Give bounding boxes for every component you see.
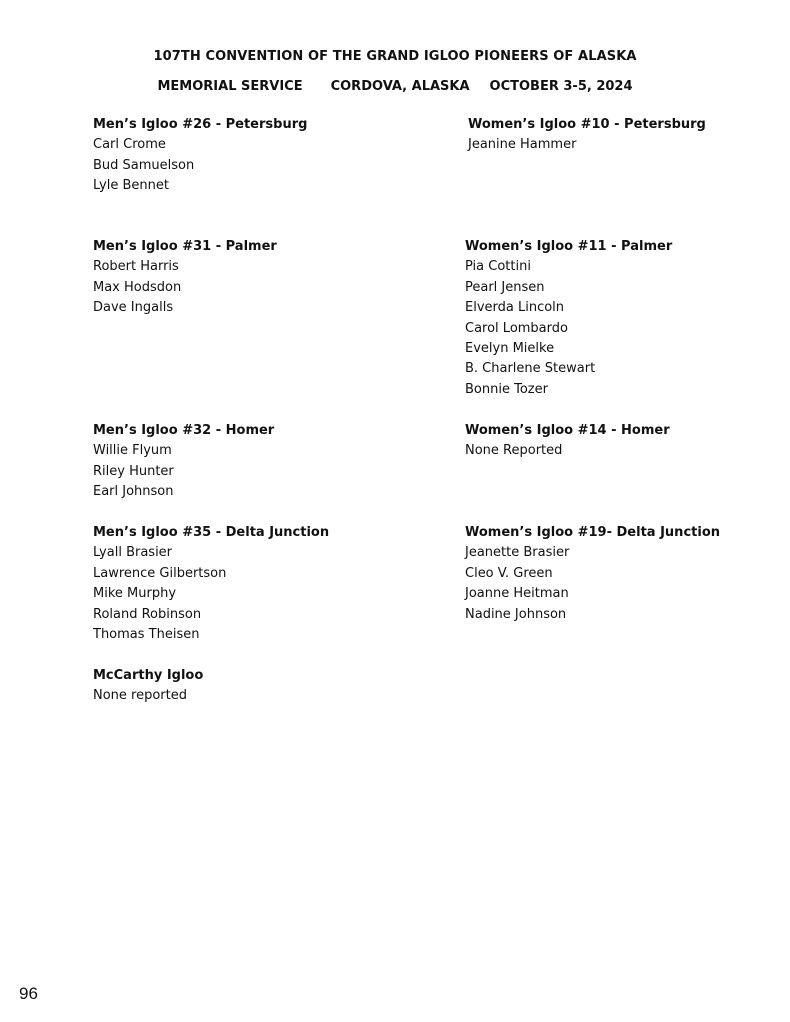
igloo-section-mens-35 bbox=[93, 523, 393, 645]
member-name: Lyall Brasier bbox=[93, 545, 173, 561]
page-number: 96 bbox=[19, 984, 38, 1003]
event-location: CORDOVA, ALASKA bbox=[330, 79, 470, 94]
igloo-section-womens-10 bbox=[468, 115, 768, 156]
member-name: Willie Flyum bbox=[93, 443, 172, 459]
igloo-section-mens-31 bbox=[93, 237, 393, 319]
member-name: Jeanine Hammer bbox=[468, 137, 577, 153]
igloo-section-womens-14 bbox=[465, 421, 765, 462]
igloo-section-mccarthy bbox=[93, 666, 393, 707]
member-name: Joanne Heitman bbox=[465, 586, 569, 602]
member-name: Earl Johnson bbox=[93, 484, 174, 500]
member-name: Mike Murphy bbox=[93, 586, 177, 602]
section-heading: Women’s Igloo #14 - Homer bbox=[465, 423, 670, 438]
igloo-section-mens-32 bbox=[93, 421, 393, 503]
section-heading: Men’s Igloo #26 - Petersburg bbox=[93, 117, 308, 132]
member-name: Dave Ingalls bbox=[93, 300, 174, 316]
document-subtitle bbox=[0, 79, 790, 94]
igloo-section-womens-11 bbox=[465, 237, 765, 400]
member-name: Carol Lombardo bbox=[465, 320, 568, 336]
section-heading: Women’s Igloo #10 - Petersburg bbox=[468, 117, 706, 132]
member-name: Bud Samuelson bbox=[93, 157, 195, 173]
member-name: Cleo V. Green bbox=[465, 565, 553, 581]
document-title: 107TH CONVENTION OF THE GRAND IGLOO PIONEERS OF ALASKA bbox=[153, 49, 637, 64]
member-name: Robert Harris bbox=[93, 259, 179, 275]
section-heading: Men’s Igloo #35 - Delta Junction bbox=[93, 525, 330, 540]
member-name: Evelyn Mielke bbox=[465, 340, 555, 356]
member-name: Roland Robinson bbox=[93, 606, 202, 622]
member-name: None Reported bbox=[465, 443, 563, 459]
section-heading: McCarthy Igloo bbox=[93, 668, 204, 683]
igloo-section-mens-26 bbox=[93, 115, 393, 197]
member-name: Elverda Lincoln bbox=[465, 300, 565, 316]
section-heading: Women’s Igloo #11 - Palmer bbox=[465, 239, 673, 254]
event-name: MEMORIAL SERVICE bbox=[157, 79, 303, 94]
event-dates: OCTOBER 3-5, 2024 bbox=[489, 79, 633, 94]
member-name: Nadine Johnson bbox=[465, 606, 567, 622]
member-name: Lawrence Gilbertson bbox=[93, 565, 227, 581]
member-name: Pia Cottini bbox=[465, 259, 531, 275]
member-name: B. Charlene Stewart bbox=[465, 361, 596, 377]
member-name: Thomas Theisen bbox=[93, 626, 200, 642]
section-heading: Men’s Igloo #32 - Homer bbox=[93, 423, 275, 438]
member-name: Lyle Bennet bbox=[93, 178, 169, 194]
igloo-section-womens-19 bbox=[465, 523, 765, 625]
member-name: None reported bbox=[93, 688, 188, 704]
member-name: Pearl Jensen bbox=[465, 279, 545, 295]
member-name: Max Hodsdon bbox=[93, 279, 182, 295]
section-heading: Men’s Igloo #31 - Palmer bbox=[93, 239, 277, 254]
member-name: Jeanette Brasier bbox=[465, 545, 570, 561]
member-name: Riley Hunter bbox=[93, 463, 174, 479]
member-name: Bonnie Tozer bbox=[465, 381, 548, 397]
section-heading: Women’s Igloo #19- Delta Junction bbox=[465, 525, 721, 540]
member-name: Carl Crome bbox=[93, 137, 166, 153]
